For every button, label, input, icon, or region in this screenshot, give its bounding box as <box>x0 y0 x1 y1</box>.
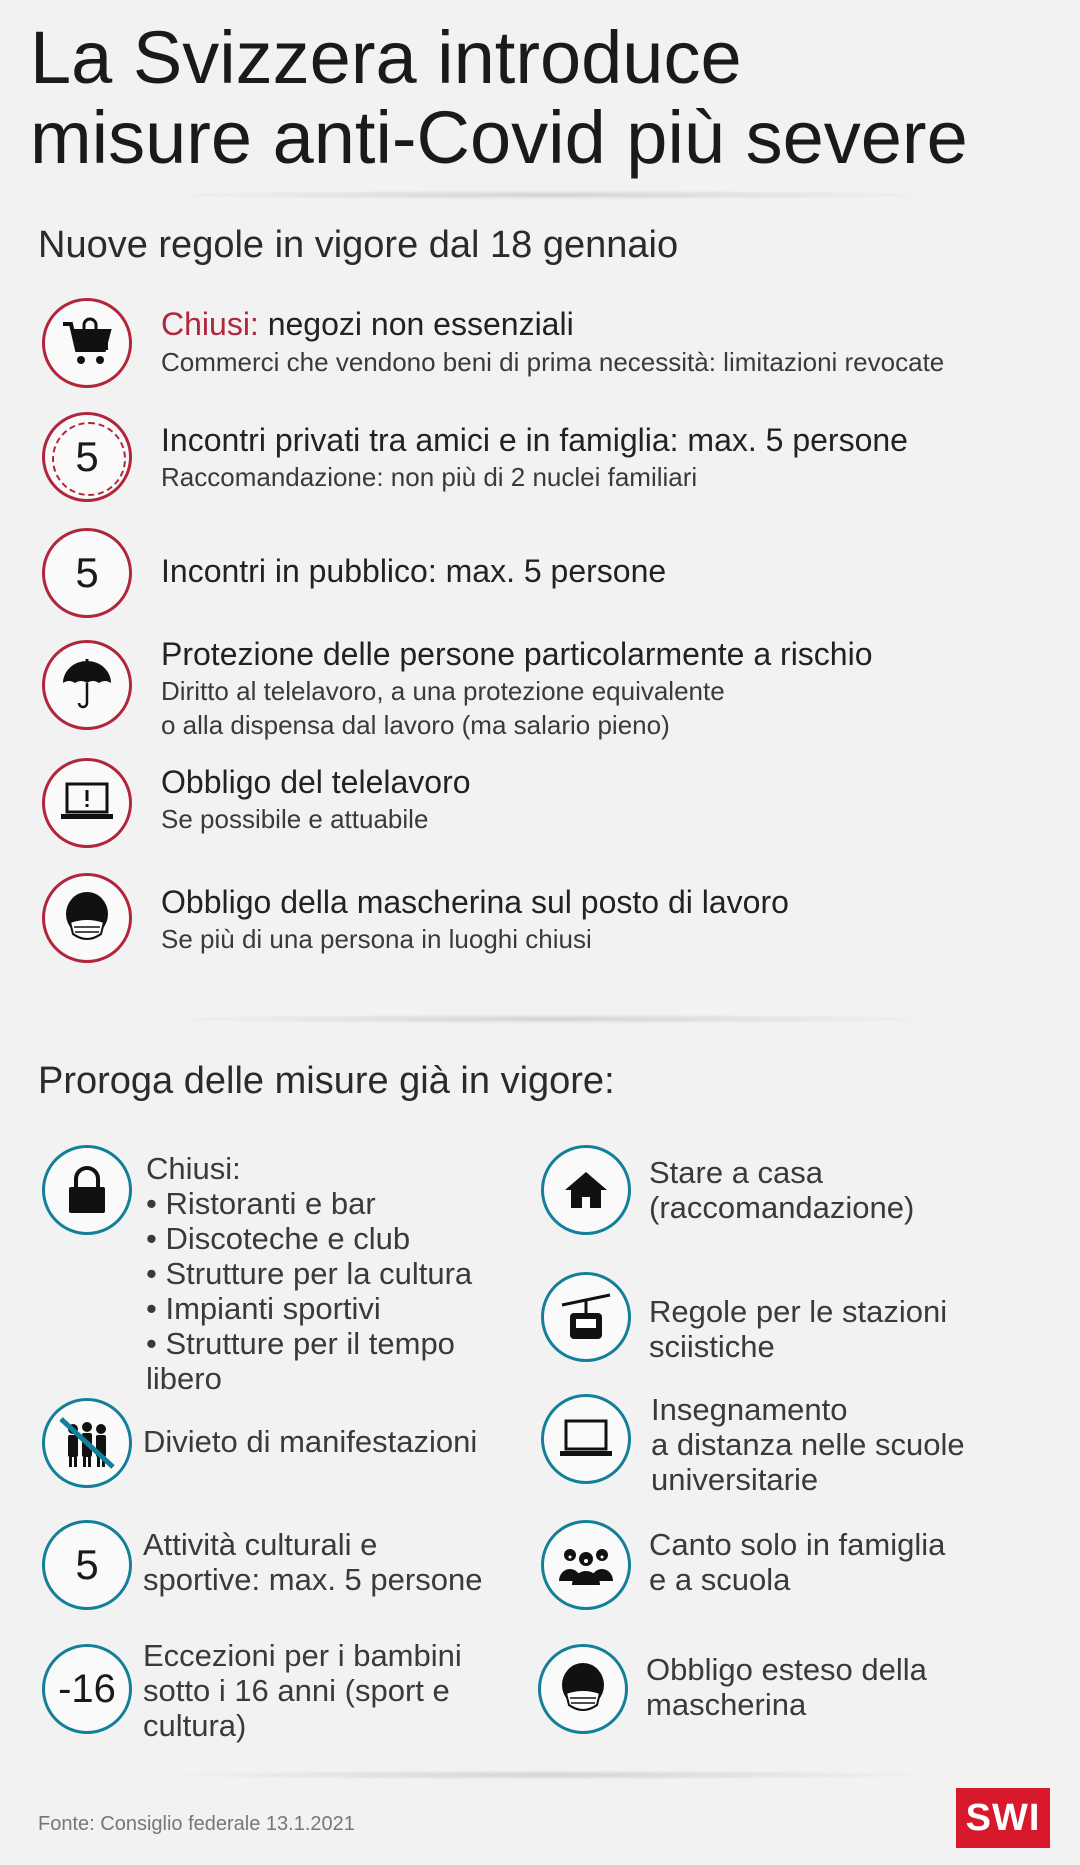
laptop-warning-icon <box>42 758 132 848</box>
children-age-number: -16 <box>58 1666 116 1711</box>
swi-logo: SWI <box>956 1788 1050 1848</box>
children-exceptions-line-2: sotto i 16 anni (sport e <box>143 1673 450 1708</box>
rule-risk-protection-sub-1: Diritto al telelavoro, a una protezione equivalente <box>161 676 725 706</box>
divider-middle <box>150 1014 950 1024</box>
closed-venues-line-5: • Impianti sportivi <box>146 1291 381 1326</box>
event-ban-text: Divieto di manifestazioni <box>143 1424 478 1459</box>
new-rules-heading: Nuove regole in vigore dal 18 gennaio <box>38 224 679 266</box>
extended-mask-line-1: Obbligo esteso della <box>646 1652 927 1687</box>
cultural-activities-number: 5 <box>75 1541 99 1588</box>
rule-closed-shops-title <box>161 306 574 343</box>
divider-bottom <box>150 1770 950 1780</box>
private-meetings-number: 5 <box>75 433 99 480</box>
ski-resorts-line-1: Regole per le stazioni <box>649 1294 948 1329</box>
rule-closed-shops-sub: Commerci che vendono beni di prima necessità: limitazioni revocate <box>161 347 945 377</box>
stay-home-line-2: (raccomandazione) <box>649 1190 915 1225</box>
closed-venues-line-3: • Discoteche e club <box>146 1221 411 1256</box>
group-singing-icon <box>541 1520 631 1610</box>
children-exceptions-line-1: Eccezioni per i bambini <box>143 1638 462 1673</box>
house-icon <box>541 1145 631 1235</box>
stay-home-text <box>649 1155 914 1225</box>
remote-teaching-line-1: Insegnamento <box>651 1392 848 1427</box>
laptop-icon <box>541 1394 631 1484</box>
remote-teaching-line-3: universitarie <box>651 1462 819 1497</box>
rule-private-meetings-title: Incontri privati tra amici e in famiglia: max. 5 persone <box>161 422 908 458</box>
shopping-cart-icon <box>42 298 132 388</box>
ski-resorts-line-2: sciistiche <box>649 1329 775 1364</box>
closed-venues-line-4: • Strutture per la cultura <box>146 1256 473 1291</box>
remote-teaching-text <box>651 1392 965 1497</box>
title-line-2: misure anti-Covid più severe <box>30 96 968 179</box>
face-mask-icon <box>538 1644 628 1734</box>
number-5-icon <box>42 1520 132 1610</box>
padlock-icon <box>42 1145 132 1235</box>
source-note: Fonte: Consiglio federale 13.1.2021 <box>38 1813 355 1835</box>
rule-private-meetings-sub: Raccomandazione: non più di 2 nuclei familiari <box>161 462 698 492</box>
remote-teaching-line-2: a distanza nelle scuole <box>651 1427 965 1462</box>
cultural-activities-line-2: sportive: max. 5 persone <box>143 1562 483 1597</box>
rule-workplace-mask-sub: Se più di una persona in luoghi chiusi <box>161 924 592 954</box>
public-meetings-number: 5 <box>75 549 99 596</box>
divider-top <box>150 190 950 200</box>
rule-closed-label: Chiusi: <box>161 306 259 342</box>
ski-resorts-text <box>649 1294 947 1364</box>
rule-risk-protection-sub-2: o alla dispensa dal lavoro (ma salario pieno) <box>161 710 670 740</box>
no-gathering-icon <box>42 1398 132 1488</box>
rule-workplace-mask-title: Obbligo della mascherina sul posto di lavoro <box>161 884 789 920</box>
stay-home-line-1: Stare a casa <box>649 1155 824 1190</box>
under-16-icon <box>42 1644 132 1734</box>
number-5-icon <box>42 528 132 618</box>
rule-telework-sub: Se possibile e attuabile <box>161 804 429 834</box>
umbrella-icon <box>42 640 132 730</box>
cultural-activities-line-1: Attività culturali e <box>143 1527 378 1562</box>
closed-venues-line-7: libero <box>146 1361 222 1396</box>
extended-mask-line-2: mascherina <box>646 1687 807 1722</box>
children-exceptions-text <box>143 1638 462 1743</box>
children-exceptions-line-3: cultura) <box>143 1708 247 1743</box>
singing-line-2: e a scuola <box>649 1562 791 1597</box>
closed-venues-line-2: • Ristoranti e bar <box>146 1186 376 1221</box>
rule-telework-title: Obbligo del telelavoro <box>161 764 471 800</box>
page-title <box>30 18 1050 178</box>
singing-text <box>649 1527 945 1597</box>
cable-car-icon <box>541 1272 631 1362</box>
rule-closed-text: negozi non essenziali <box>258 306 574 342</box>
number-5-dashed-icon <box>42 412 132 502</box>
closed-venues-text <box>146 1151 472 1396</box>
title-line-1: La Svizzera introduce <box>30 16 742 99</box>
cultural-activities-text <box>143 1527 482 1597</box>
closed-venues-line-1: Chiusi: <box>146 1151 241 1186</box>
rule-risk-protection-title: Protezione delle persone particolarmente a rischio <box>161 636 873 672</box>
extended-mask-text <box>646 1652 927 1722</box>
extended-measures-heading: Proroga delle misure già in vigore: <box>38 1060 615 1102</box>
rule-public-meetings-title: Incontri in pubblico: max. 5 persone <box>161 553 667 589</box>
singing-line-1: Canto solo in famiglia <box>649 1527 946 1562</box>
closed-venues-line-6: • Strutture per il tempo <box>146 1326 455 1361</box>
face-mask-icon <box>42 873 132 963</box>
